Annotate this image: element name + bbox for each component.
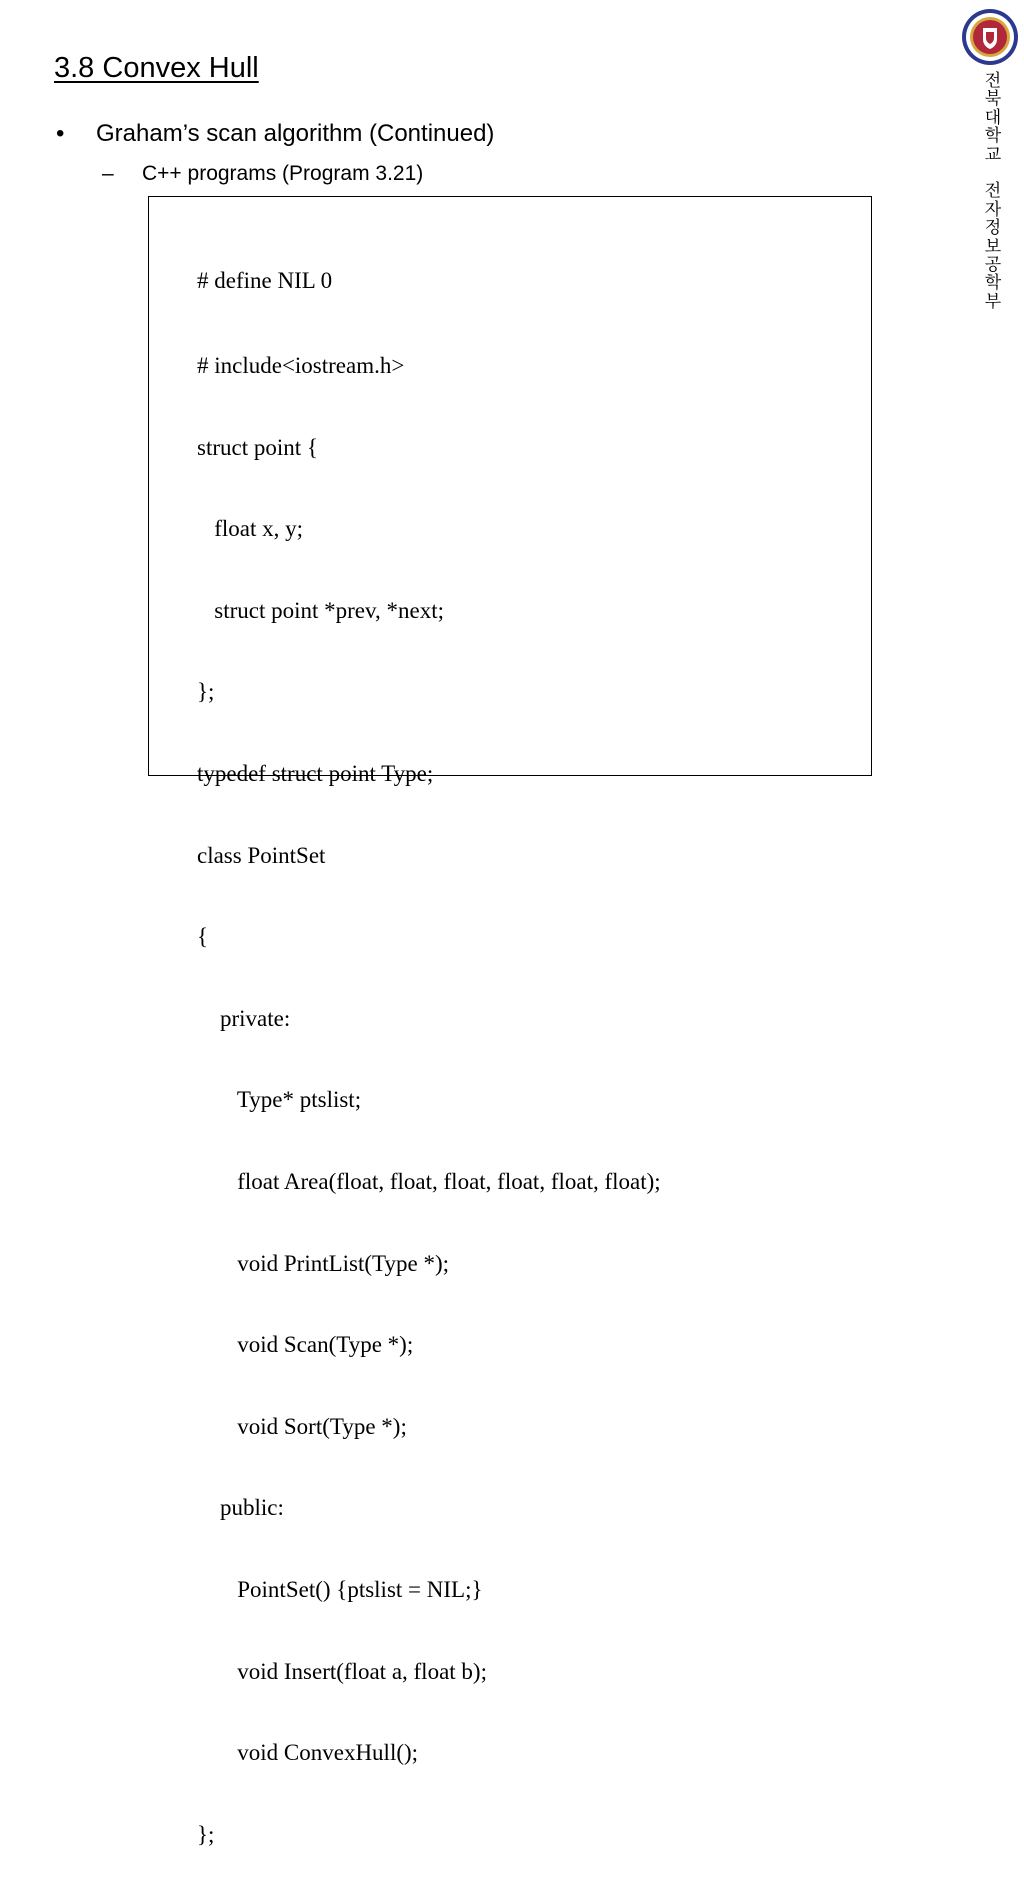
code-line: float x, y; — [197, 516, 304, 542]
code-line: float Area(float, float, float, float, float, float); — [197, 1168, 661, 1194]
code-box — [148, 196, 872, 1847]
code-line: # define NIL 0 — [197, 268, 333, 294]
vertical-char: 자 — [984, 199, 1002, 220]
code-line: }; — [197, 679, 215, 705]
department-vertical-label — [981, 72, 1005, 311]
vertical-char: 부 — [984, 291, 1002, 312]
code-line: }; — [197, 1821, 215, 1847]
code-line: typedef struct point Type; — [197, 760, 434, 786]
code-line: void Sort(Type *); — [197, 1413, 407, 1439]
vertical-char: 전 — [984, 71, 1002, 91]
sub-bullet-item — [102, 158, 423, 190]
vertical-char: 학 — [984, 126, 1002, 147]
university-seal-icon — [961, 8, 1019, 66]
code-line: private: — [197, 1005, 291, 1031]
code-line: void PrintList(Type *); — [197, 1250, 450, 1276]
code-line: public: — [197, 1495, 284, 1521]
vertical-char: 전 — [984, 181, 1002, 202]
vertical-char: 학 — [984, 273, 1002, 294]
code-line: void Scan(Type *); — [197, 1332, 414, 1358]
code-listing — [197, 213, 661, 1902]
code-line: class PointSet — [197, 842, 326, 868]
code-line: void ConvexHull(); — [197, 1740, 419, 1766]
bullet-marker: • — [56, 120, 65, 147]
vertical-char: 보 — [984, 236, 1002, 257]
code-line: { — [197, 924, 209, 950]
vertical-char — [981, 164, 1005, 182]
sub-bullet-text: C++ programs (Program 3.21) — [142, 162, 424, 185]
vertical-char: 공 — [984, 254, 1002, 275]
bullet-text: Graham’s scan algorithm (Continued) — [96, 120, 495, 147]
code-line: void Insert(float a, float b); — [197, 1658, 487, 1684]
vertical-char: 북 — [984, 89, 1002, 110]
sub-bullet-marker: – — [102, 162, 114, 185]
slide-title: 3.8 Convex Hull — [54, 52, 259, 84]
code-line: Type* ptslist; — [197, 1087, 362, 1113]
code-line: struct point { — [197, 434, 318, 460]
vertical-char: 교 — [984, 144, 1002, 165]
bullet-item — [56, 116, 494, 152]
vertical-char: 대 — [984, 107, 1002, 128]
code-line: PointSet() {ptslist = NIL;} — [197, 1576, 483, 1602]
code-line: struct point *prev, *next; — [197, 597, 444, 623]
vertical-char: 정 — [984, 218, 1002, 239]
code-line: # include<iostream.h> — [197, 353, 405, 378]
